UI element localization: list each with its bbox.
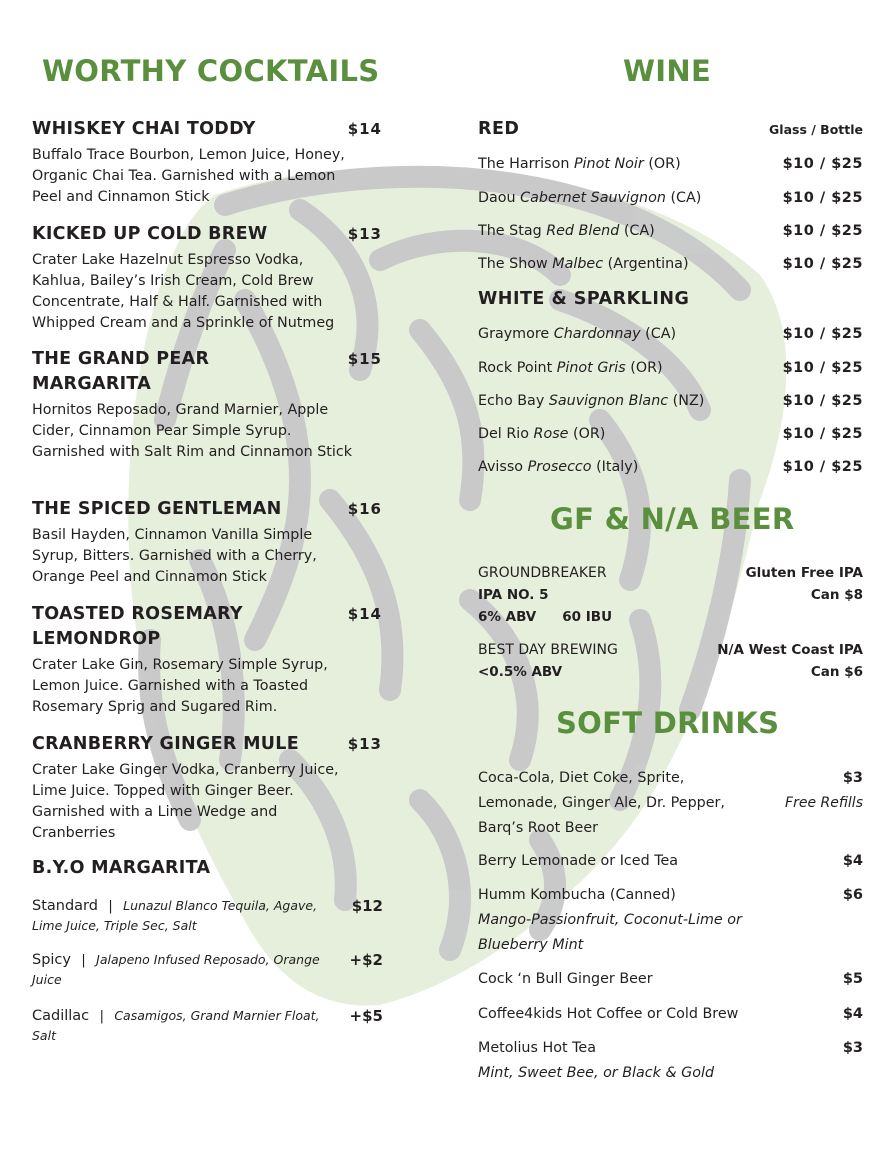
cocktail-price: $15 [347,350,382,368]
wine-item [478,457,863,477]
wine-region: (OR) [630,360,663,376]
wine-price: $10 / $25 [782,156,863,172]
cocktail-name: CRANBERRY GINGER MULE [32,734,299,754]
byo-option [32,896,382,936]
byo-separator: | [99,1008,105,1024]
cocktail-item [32,732,382,844]
wine-varietal: Rose [533,426,569,442]
red-wine-heading [478,117,863,141]
soft-drink-name: Metolius Hot Tea [478,1040,596,1056]
wine-region: (OR) [573,426,606,442]
byo-separator: | [108,898,113,914]
cocktail-description: Basil Hayden, Cinnamon Vanilla Simple Syrup, Bitters. Garnished with a Cherry, Orange Peel and Cinnamon Stick [32,527,317,585]
byo-option-ingredients: Casamigos, Grand Marnier Float, Salt [32,1008,320,1043]
beer-item [478,639,863,683]
soft-drink-item [478,1036,863,1086]
wine-item [478,188,863,208]
wine-region: (NZ) [672,393,705,409]
cocktail-name: KICKED UP COLD BREW [32,224,268,244]
soft-drinks-section-title: SOFT DRINKS [556,706,780,740]
cocktail-name: WHISKEY CHAI TODDY [32,119,256,139]
byo-option [32,1006,382,1046]
beer-section-title: GF & N/A BEER [550,502,795,536]
soft-drink-item [478,766,863,841]
wine-item [478,424,863,444]
soft-drink-flavors: Mango-Passionfruit, Coconut-Lime or Blueberry Mint [478,912,742,953]
red-heading-label: RED [478,119,520,139]
wine-price: $10 / $25 [782,459,863,475]
byo-margarita-title: B.Y.O MARGARITA [32,858,211,878]
beer-style: N/A West Coast IPA [717,642,863,658]
cocktail-price: $13 [347,225,382,243]
wine-producer: The Show [478,256,548,272]
cocktail-description: Crater Lake Hazelnut Espresso Vodka, Kahlua, Bailey’s Irish Cream, Cold Brew Concentrate, Half & Half. Garnished with Whipped Cream and a Sprinkle of Nutmeg [32,252,335,331]
byo-option-name: Cadillac [32,1008,90,1024]
wine-region: (CA) [670,190,702,206]
wine-producer: Avisso [478,459,524,475]
cocktail-name: THE SPICED GENTLEMAN [32,499,282,519]
byo-separator: | [81,952,86,968]
cocktail-price: $14 [347,120,382,138]
soft-drink-item [478,1002,863,1027]
beer-abv: 6% ABV [478,609,537,625]
byo-option-ingredients: Lunazul Blanco Tequila, Agave, Lime Juice, Triple Sec, Salt [32,898,318,933]
wine-price: $10 / $25 [782,190,863,206]
wine-price: $10 / $25 [782,426,863,442]
wine-price: $10 / $25 [782,360,863,376]
cocktail-item [32,117,382,208]
wine-producer: Daou [478,190,516,206]
wine-region: (Argentina) [607,256,689,272]
glass-bottle-label: Glass / Bottle [769,122,863,137]
wine-producer: Graymore [478,326,550,342]
wine-item [478,254,863,274]
wine-section-title: WINE [623,54,712,88]
wine-producer: Del Rio [478,426,529,442]
beer-brewery: BEST DAY BREWING [478,642,618,658]
beer-style: Gluten Free IPA [745,565,863,581]
soft-drink-name: Cock ‘n Bull Ginger Beer [478,971,653,987]
soft-drink-name: Coffee4kids Hot Coffee or Cold Brew [478,1006,739,1022]
byo-option-ingredients: Jalapeno Infused Reposado, Orange Juice [32,952,320,987]
wine-item [478,358,863,378]
cocktail-description: Buffalo Trace Bourbon, Lemon Juice, Honey, Organic Chai Tea. Garnished with a Lemon Peel and Cinnamon Stick [32,147,345,205]
white-wine-heading [478,287,863,311]
wine-varietal: Malbec [552,256,604,272]
soft-drink-item [478,883,863,958]
soft-drink-name: Coca-Cola, Diet Coke, Sprite, Lemonade, Ginger Ale, Dr. Pepper, Barq’s Root Beer [478,770,725,836]
wine-varietal: Sauvignon Blanc [548,393,669,409]
byo-option-price: +$2 [349,951,383,969]
cocktail-description: Hornitos Reposado, Grand Marnier, Apple Cider, Cinnamon Pear Simple Syrup. Garnished with Salt Rim and Cinnamon Stick [32,402,352,460]
cocktail-item [32,222,382,334]
wine-price: $10 / $25 [782,223,863,239]
beer-style-price [717,639,863,683]
wine-item [478,324,863,344]
cocktail-price: $13 [347,735,382,753]
wine-varietal: Pinot Gris [556,360,626,376]
byo-option-name: Standard [32,898,98,914]
beer-item [478,562,863,628]
cocktail-description: Crater Lake Gin, Rosemary Simple Syrup, Lemon Juice. Garnished with a Toasted Rosemary Sprig and Sugared Rim. [32,657,328,715]
white-heading-label: WHITE & SPARKLING [478,289,690,309]
beer-stats [478,606,863,628]
cocktail-description: Crater Lake Ginger Vodka, Cranberry Juice, Lime Juice. Topped with Ginger Beer. Garnished with a Lime Wedge and Cranberries [32,762,339,841]
beer-price: Can $6 [810,664,863,680]
byo-option-price: $12 [351,897,383,915]
wine-producer: Rock Point [478,360,553,376]
wine-region: (CA) [623,223,655,239]
soft-drink-price: $3 [842,770,863,786]
wine-varietal: Cabernet Sauvignon [520,190,666,206]
wine-varietal: Pinot Noir [573,156,644,172]
cocktail-item [32,602,382,718]
beer-price: Can $8 [810,587,863,603]
wine-region: (Italy) [596,459,639,475]
byo-option [32,950,382,990]
wine-producer: Echo Bay [478,393,545,409]
wine-item [478,154,863,174]
soft-drink-price: $4 [842,1006,863,1022]
soft-drink-price: $4 [842,853,863,869]
soft-drink-name: Berry Lemonade or Iced Tea [478,853,679,869]
beer-style-price [746,562,863,606]
cocktail-price: $14 [347,605,382,623]
byo-option-name: Spicy [32,952,71,968]
wine-region: (CA) [645,326,677,342]
wine-varietal: Red Blend [546,223,620,239]
cocktails-section-title: WORTHY COCKTAILS [42,54,380,88]
cocktail-item [32,497,382,588]
wine-producer: The Harrison [478,156,570,172]
cocktail-name: THE GRAND PEAR MARGARITA [32,349,210,394]
wine-item [478,391,863,411]
soft-drink-price: $5 [842,971,863,987]
soft-drink-item [478,967,863,992]
wine-producer: The Stag [478,223,542,239]
wine-price: $10 / $25 [782,256,863,272]
cocktail-name: TOASTED ROSEMARY LEMONDROP [32,604,243,649]
wine-varietal: Prosecco [527,459,592,475]
soft-drink-flavors: Mint, Sweet Bee, or Black & Gold [478,1065,715,1081]
cocktail-price: $16 [347,500,382,518]
wine-varietal: Chardonnay [553,326,641,342]
wine-region: (OR) [648,156,681,172]
wine-price: $10 / $25 [782,326,863,342]
soft-drink-item [478,849,863,874]
wine-item [478,221,863,241]
wine-price: $10 / $25 [782,393,863,409]
soft-drink-name: Humm Kombucha (Canned) [478,887,676,903]
beer-brewery: GROUNDBREAKER [478,565,607,581]
cocktail-item [32,347,382,463]
byo-option-price: +$5 [349,1007,383,1025]
beer-ibu: 60 IBU [562,609,613,625]
soft-drink-price: $3 [842,1040,863,1056]
soft-drink-price: $6 [842,887,863,903]
free-refills-note: Free Refills [785,795,863,811]
beer-name: IPA NO. 5 [478,587,549,603]
beer-abv: <0.5% ABV [478,664,563,680]
